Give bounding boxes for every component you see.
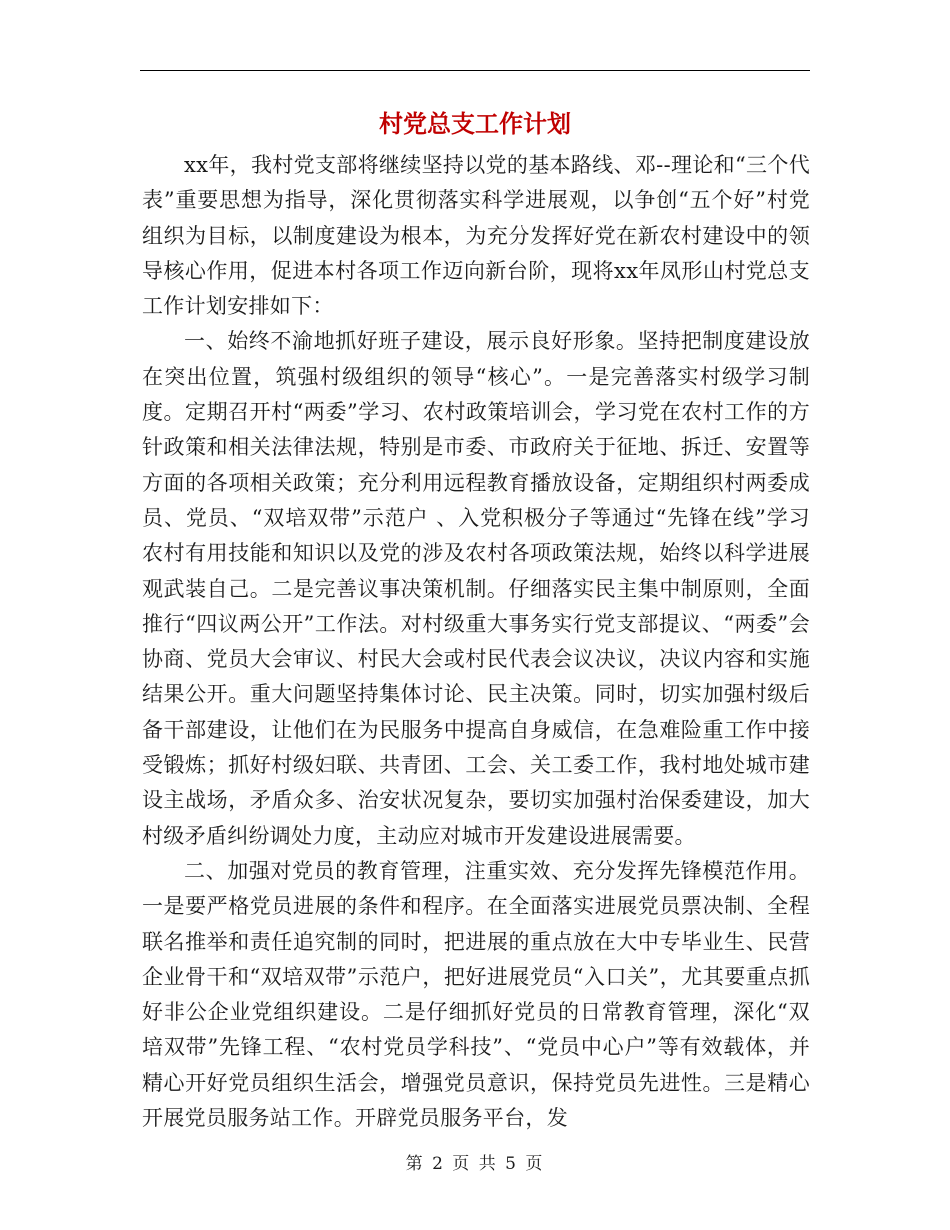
- document-body: [142, 148, 810, 1136]
- page-number-footer: 第 2 页 共 5 页: [405, 1154, 545, 1174]
- paragraph-section-2: 二、加强对党员的教育管理，注重实效、充分发挥先锋模范作用。一是要严格党员进展的条件和程序。在全面落实进展党员票决制、全程联名推举和责任追究制的同时，把进展的重点放在大中专毕业生、民营企业骨干和“双培双带”示范户，把好进展党员“入口关”，尤其要重点抓好非公企业党组织建设。二是仔细抓好党员的日常教育管理，深化“双培双带”先锋工程、“农村党员学科技”、“党员中心户”等有效载体，并精心开好党员组织生活会，增强党员意识，保持党员先进性。三是精心开展党员服务站工作。开辟党员服务平台，发: [142, 858, 810, 1131]
- document-title: 村党总支工作计划: [379, 109, 571, 138]
- paragraph-intro: xx年，我村党支部将继续坚持以党的基本路线、邓--理论和“三个代表”重要思想为指导，深化贯彻落实科学进展观，以争创“五个好”村党组织为目标，以制度建设为根本，为充分发挥好党在新农村建设中的领导核心作用，促进本村各项工作迈向新台阶，现将xx年凤形山村党总支工作计划安排如下：: [142, 153, 810, 319]
- paragraph-section-1: 一、始终不渝地抓好班子建设，展示良好形象。坚持把制度建设放在突出位置，筑强村级组织的领导“核心”。一是完善落实村级学习制度。定期召开村“两委”学习、农村政策培训会，学习党在农村工作的方针政策和相关法律法规，特别是市委、市政府关于征地、拆迁、安置等方面的各项相关政策；充分利用远程教育播放设备，定期组织村两委成员、党员、“双培双带”示范户 、入党积极分子等通过“先锋在线”学习农村有用技能和知识以及党的涉及农村各项政策法规，始终以科学进展观武装自己。二是完善议事决策机制。仔细落实民主集中制原则，全面推行“四议两公开”工作法。对村级重大事务实行党支部提议、“两委”会协商、党员大会审议、村民大会或村民代表会议决议，决议内容和实施结果公开。重大问题坚持集体讨论、民主决策。同时，切实加强村级后备干部建设，让他们在为民服务中提高自身威信，在急难险重工作中接受锻炼；抓好村级妇联、共青团、工会、关工委工作，我村地处城市建设主战场，矛盾众多、治安状况复杂，要切实加强村治保委建设，加大村级矛盾纠纷调处力度，主动应对城市开发建设进展需要。: [142, 329, 810, 848]
- header-rule: [140, 70, 810, 71]
